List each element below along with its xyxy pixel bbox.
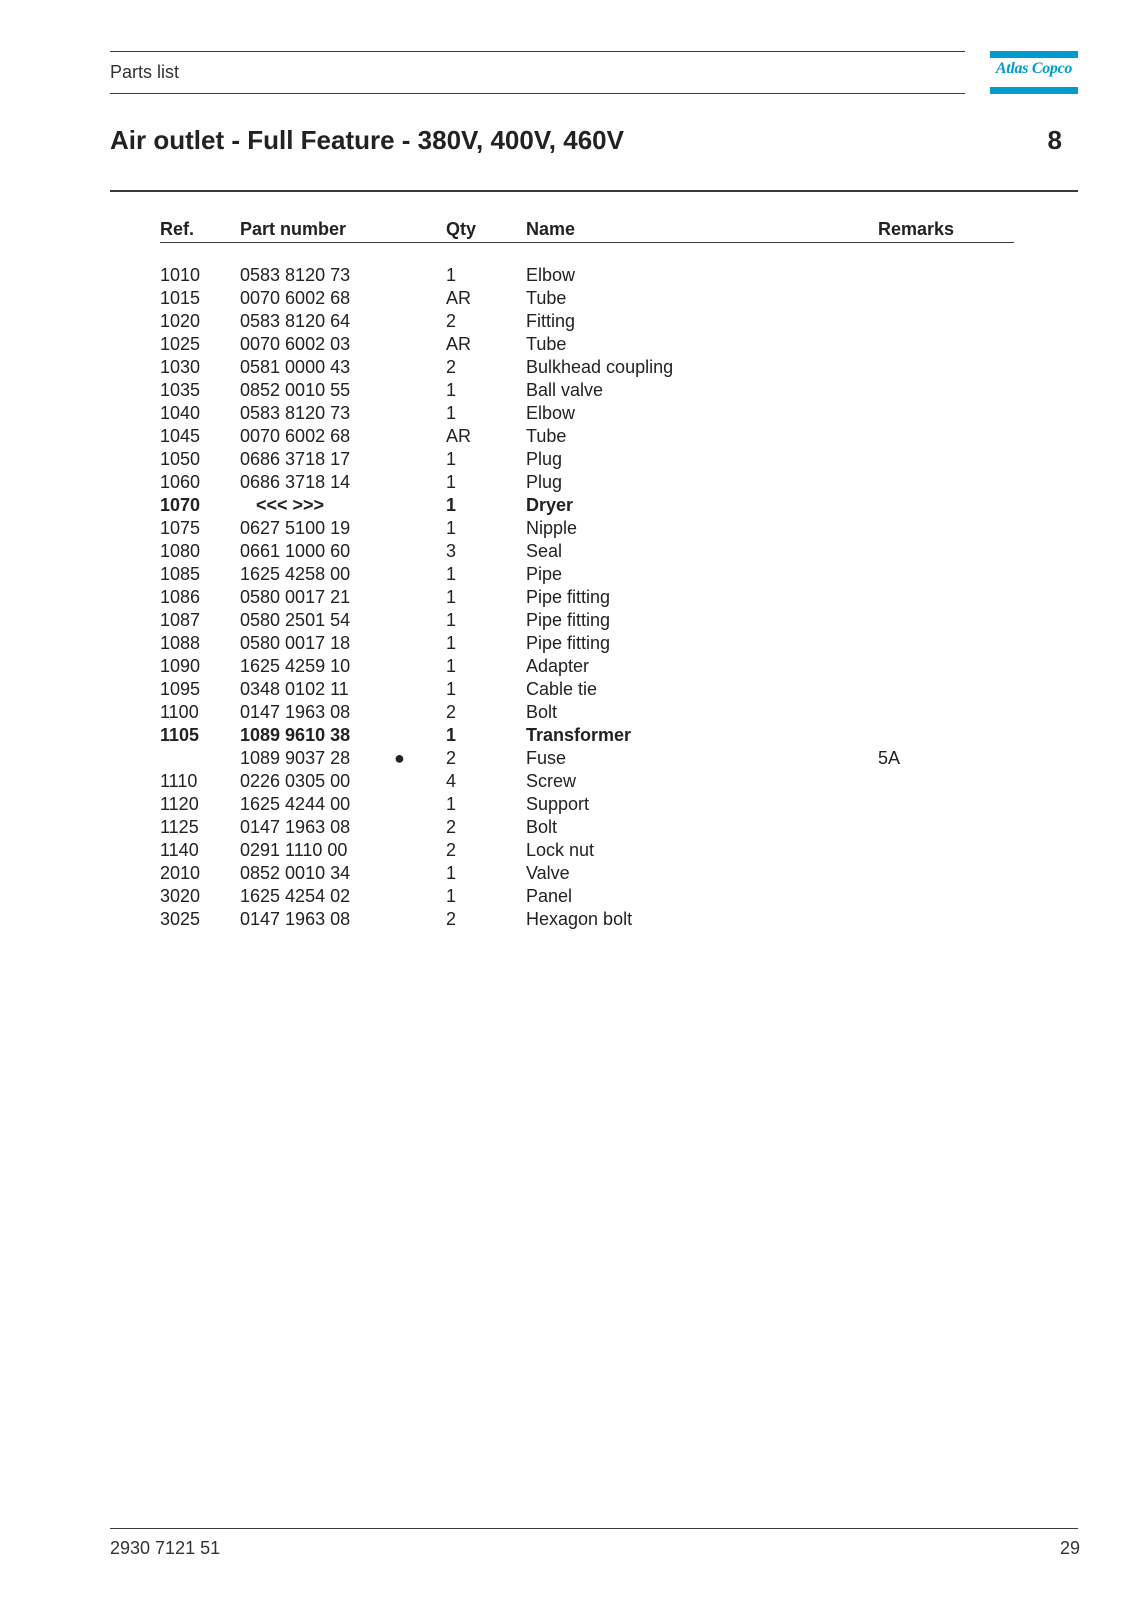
- table-row: [160, 885, 1014, 908]
- cell-remarks: [878, 379, 1014, 402]
- cell-name: Cable tie: [526, 679, 598, 699]
- cell-mark: [394, 632, 446, 655]
- cell-remarks: [878, 264, 1014, 287]
- cell-qty: 1: [446, 863, 457, 883]
- cell-ref: 1088: [160, 633, 201, 653]
- cell-qty: AR: [446, 334, 472, 354]
- cell-ref: 1040: [160, 403, 201, 423]
- cell-mark: [394, 678, 446, 701]
- cell-part-number: 0070 6002 03: [240, 334, 351, 354]
- cell-name: Lock nut: [526, 840, 595, 860]
- table-row: [160, 586, 1014, 609]
- column-header-remarks: Remarks: [878, 214, 1014, 243]
- spacer-cell: [160, 243, 1014, 265]
- cell-ref: 1030: [160, 357, 201, 377]
- cell-ref: 1060: [160, 472, 201, 492]
- cell-mark: [394, 862, 446, 885]
- cell-qty: 2: [446, 748, 457, 768]
- cell-mark: [394, 724, 446, 747]
- table-header-row: [160, 214, 1014, 243]
- cell-ref: 1010: [160, 265, 201, 285]
- column-header-part-number: Part number: [240, 214, 394, 243]
- cell-ref: 3020: [160, 886, 201, 906]
- table-row: [160, 816, 1014, 839]
- cell-part-number: 1625 4258 00: [240, 564, 351, 584]
- cell-name: Dryer: [526, 495, 574, 515]
- column-header-ref: Ref.: [160, 214, 240, 243]
- cell-remarks: [878, 724, 1014, 747]
- cell-qty: 1: [446, 380, 457, 400]
- table-row: [160, 793, 1014, 816]
- cell-part-number: 0070 6002 68: [240, 426, 351, 446]
- cell-mark: [394, 586, 446, 609]
- cell-remarks: [878, 885, 1014, 908]
- cell-qty: 2: [446, 702, 457, 722]
- table-row: [160, 356, 1014, 379]
- table-row: [160, 494, 1014, 517]
- cell-mark: [394, 494, 446, 517]
- parts-table-body: [160, 243, 1014, 932]
- footer-page-number: 29: [1059, 1538, 1080, 1558]
- cell-mark: [394, 839, 446, 862]
- cell-qty: 2: [446, 357, 457, 377]
- cell-mark: [394, 885, 446, 908]
- cell-mark: ●: [394, 748, 405, 768]
- column-header-name: Name: [526, 214, 878, 243]
- cell-ref: 1120: [160, 794, 199, 814]
- table-row: [160, 747, 1014, 770]
- table-row: [160, 724, 1014, 747]
- cell-remarks: [878, 586, 1014, 609]
- column-header-qty: Qty: [446, 214, 526, 243]
- cell-ref: 1085: [160, 564, 201, 584]
- cell-remarks: [878, 793, 1014, 816]
- cell-qty: 1: [446, 495, 457, 515]
- cell-part-number: 0583 8120 73: [240, 403, 351, 423]
- cell-qty: 1: [446, 633, 457, 653]
- cell-part-number: 0581 0000 43: [240, 357, 351, 377]
- cell-part-number: 1089 9610 38: [240, 725, 351, 745]
- cell-name: Pipe fitting: [526, 610, 611, 630]
- cell-ref: 1075: [160, 518, 201, 538]
- cell-name: Elbow: [526, 265, 576, 285]
- cell-qty: 2: [446, 840, 457, 860]
- parts-table: [160, 214, 1014, 931]
- cell-qty: 1: [446, 472, 457, 492]
- cell-qty: 1: [446, 587, 457, 607]
- table-row: [160, 379, 1014, 402]
- table-row: [160, 402, 1014, 425]
- cell-mark: [394, 908, 446, 931]
- cell-name: Adapter: [526, 656, 590, 676]
- table-row: [160, 563, 1014, 586]
- table-row: [160, 540, 1014, 563]
- cell-name: Bolt: [526, 817, 558, 837]
- cell-name: Bulkhead coupling: [526, 357, 674, 377]
- cell-mark: [394, 517, 446, 540]
- title-rule: [110, 190, 1078, 192]
- cell-part-number: 1625 4244 00: [240, 794, 351, 814]
- table-row: [160, 310, 1014, 333]
- table-row: [160, 609, 1014, 632]
- cell-qty: 2: [446, 909, 457, 929]
- cell-part-number: 0147 1963 08: [240, 702, 351, 722]
- cell-ref: [160, 747, 240, 770]
- cell-remarks: [878, 448, 1014, 471]
- cell-qty: 3: [446, 541, 457, 561]
- cell-mark: [394, 540, 446, 563]
- cell-part-number: 0852 0010 55: [240, 380, 351, 400]
- cell-remarks: [878, 471, 1014, 494]
- cell-part-number: 0226 0305 00: [240, 771, 351, 791]
- table-row: [160, 425, 1014, 448]
- cell-remarks: [878, 770, 1014, 793]
- logo-bottom-bar: [990, 87, 1078, 94]
- cell-ref: 1090: [160, 656, 201, 676]
- cell-remarks: [878, 402, 1014, 425]
- cell-name: Screw: [526, 771, 577, 791]
- cell-name: Tube: [526, 426, 567, 446]
- cell-qty: 1: [446, 403, 457, 423]
- cell-qty: 1: [446, 265, 457, 285]
- cell-name: Plug: [526, 449, 563, 469]
- cell-name: Ball valve: [526, 380, 604, 400]
- cell-remarks: [878, 908, 1014, 931]
- cell-part-number: 0686 3718 17: [240, 449, 351, 469]
- table-row: [160, 770, 1014, 793]
- cell-qty: 1: [446, 679, 457, 699]
- cell-remarks: [878, 678, 1014, 701]
- cell-mark: [394, 816, 446, 839]
- cell-remarks: [878, 816, 1014, 839]
- cell-name: Panel: [526, 886, 573, 906]
- header-label: Parts list: [110, 62, 180, 82]
- cell-remarks: [878, 632, 1014, 655]
- cell-qty: 1: [446, 518, 457, 538]
- cell-ref: 1070: [160, 495, 201, 515]
- cell-name: Pipe fitting: [526, 587, 611, 607]
- table-row: [160, 333, 1014, 356]
- cell-remarks: [878, 655, 1014, 678]
- table-row: [160, 517, 1014, 540]
- logo-wordmark: Atlas Copco: [995, 60, 1073, 77]
- table-row: [160, 287, 1014, 310]
- cell-qty: AR: [446, 426, 472, 446]
- cell-mark: [394, 425, 446, 448]
- table-row: [160, 862, 1014, 885]
- cell-remarks: [878, 287, 1014, 310]
- cell-remarks: [878, 517, 1014, 540]
- cell-ref: 1020: [160, 311, 201, 331]
- cell-part-number: 0583 8120 73: [240, 265, 351, 285]
- cell-mark: [394, 701, 446, 724]
- cell-name: Elbow: [526, 403, 576, 423]
- cell-ref: 1025: [160, 334, 201, 354]
- page-title: Air outlet - Full Feature - 380V, 400V, 460V: [110, 125, 624, 155]
- cell-mark: [394, 655, 446, 678]
- header-top-rule: [110, 51, 965, 52]
- section-number: 8: [1047, 125, 1062, 155]
- cell-ref: 1110: [160, 771, 198, 791]
- cell-part-number: 0852 0010 34: [240, 863, 351, 883]
- cell-ref: 1080: [160, 541, 201, 561]
- cell-ref: 1015: [160, 288, 201, 308]
- cell-part-number: 0580 2501 54: [240, 610, 351, 630]
- cell-ref: 1035: [160, 380, 201, 400]
- table-row: [160, 701, 1014, 724]
- footer-rule: [110, 1528, 1078, 1529]
- cell-part-number: 0661 1000 60: [240, 541, 351, 561]
- cell-remarks: [878, 425, 1014, 448]
- cell-remarks: [878, 609, 1014, 632]
- cell-ref: 1086: [160, 587, 201, 607]
- cell-remarks: [878, 310, 1014, 333]
- atlas-copco-logo: [990, 51, 1078, 94]
- logo-top-bar: [990, 51, 1078, 58]
- cell-qty: 1: [446, 886, 457, 906]
- cell-ref: 3025: [160, 909, 201, 929]
- cell-mark: [394, 471, 446, 494]
- cell-remarks: 5A: [878, 748, 901, 768]
- cell-mark: [394, 448, 446, 471]
- cell-name: Tube: [526, 334, 567, 354]
- cell-mark: [394, 609, 446, 632]
- cell-qty: 4: [446, 771, 457, 791]
- cell-name: Hexagon bolt: [526, 909, 633, 929]
- cell-mark: [394, 379, 446, 402]
- cell-mark: [394, 333, 446, 356]
- cell-qty: 1: [446, 564, 457, 584]
- table-spacer-row: [160, 243, 1014, 265]
- cell-remarks: [878, 563, 1014, 586]
- cell-part-number: 0147 1963 08: [240, 817, 351, 837]
- table-row: [160, 839, 1014, 862]
- cell-qty: 1: [446, 794, 457, 814]
- cell-ref: 1087: [160, 610, 201, 630]
- cell-ref: 1050: [160, 449, 201, 469]
- cell-remarks: [878, 862, 1014, 885]
- cell-mark: [394, 770, 446, 793]
- column-header-mark: [394, 214, 446, 243]
- cell-part-number: 0627 5100 19: [240, 518, 351, 538]
- cell-qty: 2: [446, 311, 457, 331]
- cell-part-number: 0580 0017 21: [240, 587, 351, 607]
- cell-mark: [394, 310, 446, 333]
- header-bottom-rule: [110, 93, 965, 94]
- cell-qty: 1: [446, 610, 457, 630]
- cell-ref: 1105: [160, 725, 200, 745]
- cell-ref: 1045: [160, 426, 201, 446]
- cell-qty: 1: [446, 449, 457, 469]
- cell-part-number: 1089 9037 28: [240, 748, 351, 768]
- table-row: [160, 264, 1014, 287]
- table-row: [160, 632, 1014, 655]
- cell-mark: [394, 287, 446, 310]
- cell-part-number: 0070 6002 68: [240, 288, 351, 308]
- cell-name: Nipple: [526, 518, 578, 538]
- cell-mark: [394, 793, 446, 816]
- cell-remarks: [878, 494, 1014, 517]
- cell-name: Pipe: [526, 564, 563, 584]
- cell-part-number: 1625 4259 10: [240, 656, 351, 676]
- cell-qty: 1: [446, 656, 457, 676]
- table-row: [160, 655, 1014, 678]
- cell-name: Transformer: [526, 725, 632, 745]
- cell-ref: 1100: [160, 702, 199, 722]
- cell-mark: [394, 402, 446, 425]
- cell-name: Support: [526, 794, 590, 814]
- table-row: [160, 448, 1014, 471]
- cell-name: Tube: [526, 288, 567, 308]
- cell-name: Valve: [526, 863, 570, 883]
- footer-document-number: 2930 7121 51: [110, 1538, 221, 1558]
- table-row: [160, 471, 1014, 494]
- cell-ref: 1125: [160, 817, 199, 837]
- cell-remarks: [878, 701, 1014, 724]
- cell-part-number: 0291 1110 00: [240, 840, 348, 860]
- cell-mark: [394, 264, 446, 287]
- cell-part-number: <<< >>>: [256, 495, 325, 515]
- cell-ref: 1140: [160, 840, 199, 860]
- cell-remarks: [878, 356, 1014, 379]
- cell-part-number: 0147 1963 08: [240, 909, 351, 929]
- cell-part-number: 0686 3718 14: [240, 472, 351, 492]
- cell-part-number: 0583 8120 64: [240, 311, 351, 331]
- cell-qty: 2: [446, 817, 457, 837]
- cell-mark: [394, 356, 446, 379]
- table-row: [160, 678, 1014, 701]
- cell-remarks: [878, 540, 1014, 563]
- cell-mark: [394, 563, 446, 586]
- cell-ref: 2010: [160, 863, 201, 883]
- cell-name: Bolt: [526, 702, 558, 722]
- cell-ref: 1095: [160, 679, 201, 699]
- cell-remarks: [878, 333, 1014, 356]
- table-row: [160, 908, 1014, 931]
- cell-qty: AR: [446, 288, 472, 308]
- cell-remarks: [878, 839, 1014, 862]
- cell-part-number: 0348 0102 11: [240, 679, 349, 699]
- cell-qty: 1: [446, 725, 457, 745]
- cell-name: Pipe fitting: [526, 633, 611, 653]
- cell-part-number: 0580 0017 18: [240, 633, 351, 653]
- cell-name: Fuse: [526, 748, 567, 768]
- cell-name: Fitting: [526, 311, 576, 331]
- cell-part-number: 1625 4254 02: [240, 886, 351, 906]
- cell-name: Plug: [526, 472, 563, 492]
- cell-name: Seal: [526, 541, 563, 561]
